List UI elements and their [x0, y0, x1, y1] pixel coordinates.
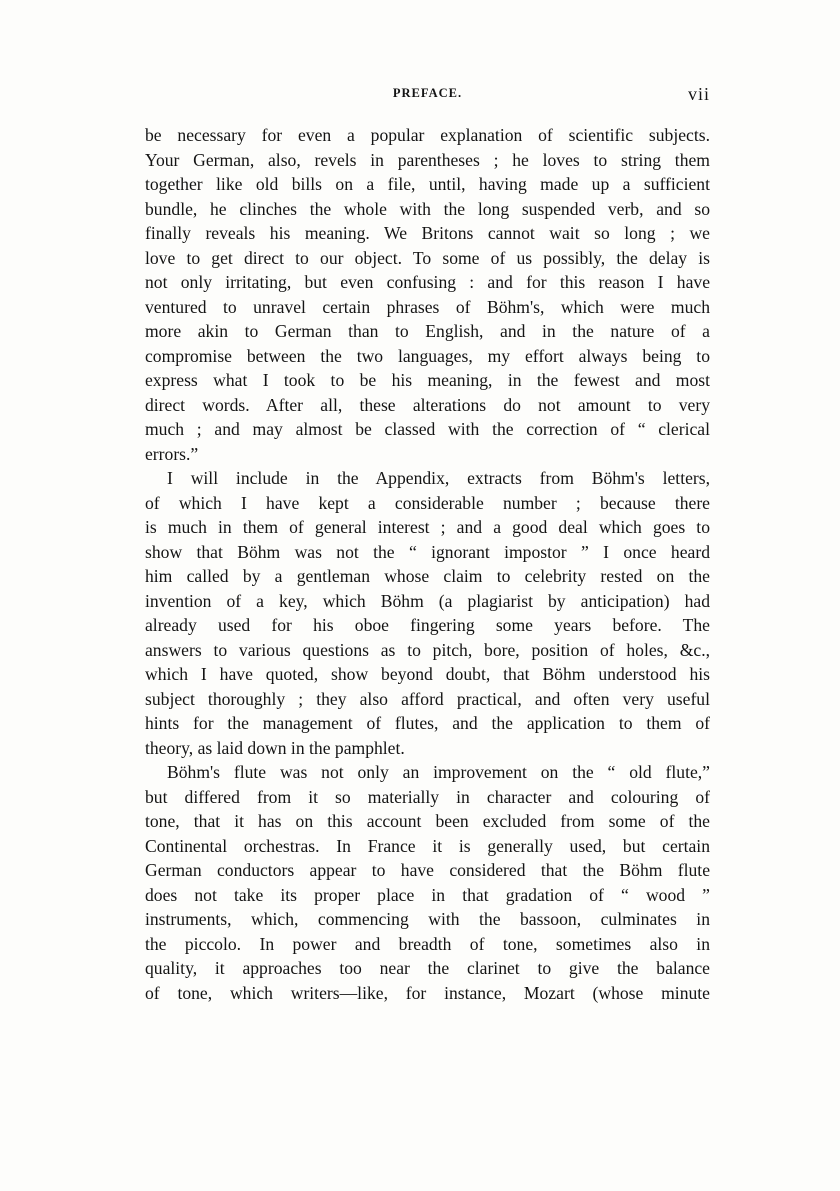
- text-line: love to get direct to our object. To some of us possibly, the delay is: [145, 247, 710, 268]
- text-line: compromise between the two languages, my effort always being to: [145, 345, 710, 366]
- text-line: be necessary for even a popular explanation of scientific subjects.: [145, 125, 710, 145]
- text-line: instruments, which, commencing with the bassoon, culminates in: [145, 909, 710, 929]
- text-line: together like old bills on a file, until, having made up a sufficient: [145, 174, 710, 194]
- text-line: finally reveals his meaning. We Britons cannot wait so long ; we: [145, 223, 710, 243]
- text-line: more akin to German than to English, and in the nature of a: [145, 321, 710, 341]
- text-line: express what I took to be his meaning, in the fewest and most: [145, 370, 710, 390]
- text-line: hints for the management of flutes, and the application to them of: [145, 713, 710, 733]
- running-head: [145, 86, 710, 110]
- paragraph-start-line: I will include in the Appendix, extracts from Böhm's letters,: [167, 468, 710, 488]
- text-line: Your German, also, revels in parentheses ; he loves to string them: [145, 149, 710, 170]
- text-line: theory, as laid down in the pamphlet.: [145, 737, 405, 758]
- text-line: invention of a key, which Böhm (a plagiarist by anticipation) had: [145, 590, 710, 611]
- text-line: is much in them of general interest ; and a good deal which goes to: [145, 517, 710, 537]
- text-line: direct words. After all, these alterations do not amount to very: [145, 394, 710, 415]
- text-line: does not take its proper place in that gradation of “ wood ”: [145, 884, 710, 905]
- text-line: already used for his oboe fingering some years before. The: [145, 615, 710, 635]
- text-line: German conductors appear to have considered that the Böhm flute: [145, 860, 710, 880]
- text-line: bundle, he clinches the whole with the long suspended verb, and so: [145, 198, 710, 219]
- text-line: but differed from it so materially in character and colouring of: [145, 786, 710, 807]
- text-line: quality, it approaches too near the clarinet to give the balance: [145, 958, 710, 978]
- body-text: [145, 123, 710, 1005]
- text-line: him called by a gentleman whose claim to celebrity rested on the: [145, 566, 710, 586]
- text-line: show that Böhm was not the “ ignorant impostor ” I once heard: [145, 541, 710, 562]
- paragraph-start-line: Böhm's flute was not only an improvement on the “ old flute,”: [167, 762, 710, 782]
- text-line: Continental orchestras. In France it is generally used, but certain: [145, 835, 710, 856]
- text-line: much ; and may almost be classed with the correction of “ clerical: [145, 419, 710, 439]
- running-title: PREFACE.: [392, 86, 463, 100]
- text-line: of tone, which writers—like, for instance, Mozart (whose minute: [145, 982, 710, 1003]
- text-line: of which I have kept a considerable number ; because there: [145, 492, 710, 513]
- text-line: which I have quoted, show beyond doubt, that Böhm understood his: [145, 664, 710, 684]
- text-line: errors.”: [145, 443, 199, 464]
- text-line: the piccolo. In power and breadth of tone, sometimes also in: [145, 933, 710, 954]
- text-line: tone, that it has on this account been excluded from some of the: [145, 811, 710, 831]
- text-line: answers to various questions as to pitch, bore, position of holes, &c.,: [145, 639, 710, 660]
- text-line: subject thoroughly ; they also afford practical, and often very useful: [145, 688, 710, 709]
- page-number: vii: [687, 84, 710, 104]
- text-line: ventured to unravel certain phrases of Böhm's, which were much: [145, 296, 710, 317]
- text-line: not only irritating, but even confusing : and for this reason I have: [145, 272, 710, 292]
